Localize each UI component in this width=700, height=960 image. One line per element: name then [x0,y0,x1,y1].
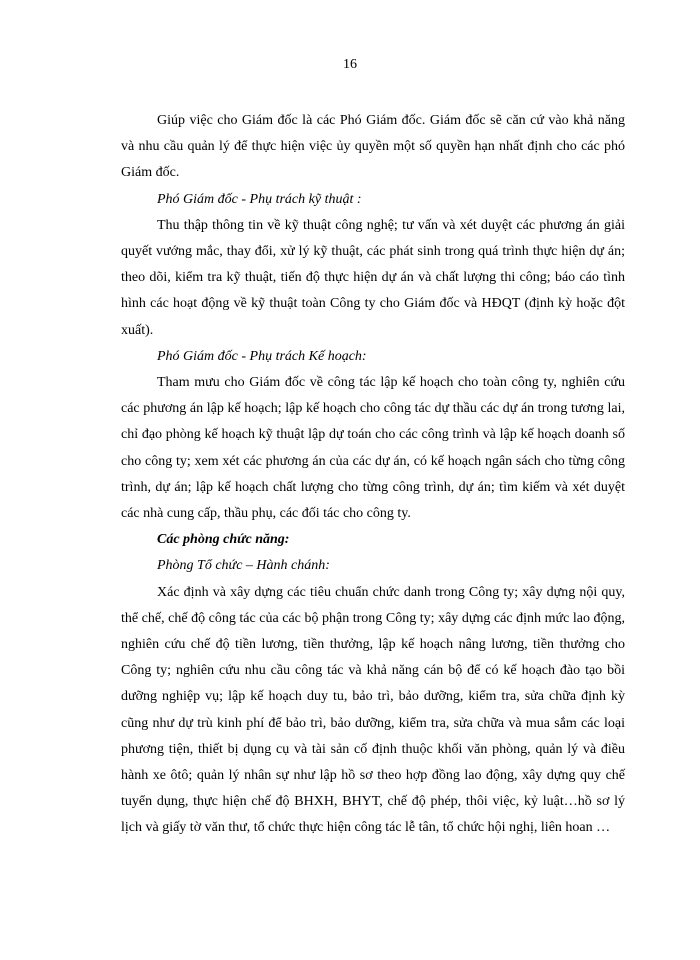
paragraph-vice-director-technical: Thu thập thông tin về kỹ thuật công nghệ; tư vấn và xét duyệt các phương án giải quyết vướng mắc, thay đổi, xử lý kỹ thuật, các phát sinh trong quá trình thực hiện dự án; theo dõi, kiểm tra kỹ thuật, tiến độ thực hiện dự án và chất lượng thi công; báo cáo tình hình các hoạt động về kỹ thuật toàn Công ty cho Giám đốc và HĐQT (định kỳ hoặc đột xuất). [121,217,625,338]
heading-functional-departments: Các phòng chức năng: [157,532,290,548]
page-number: 16 [343,57,357,72]
document-body [121,108,625,842]
heading-vice-director-planning: Phó Giám đốc - Phụ trách Kế hoạch: [157,348,367,364]
heading-vice-director-technical: Phó Giám đốc - Phụ trách kỹ thuật : [157,191,362,207]
paragraph-admin-department: Xác định và xây dựng các tiêu chuẩn chức danh trong Công ty; xây dựng nội quy, thể chế, chế độ công tác của các bộ phận trong Công ty; xây dựng các định mức lao động, nghiên cứu chế độ tiền lương, tiền thưởng, lập kế hoạch nâng lương, tiền thưởng cho Công ty; nghiên cứu nhu cầu công tác và khả năng cán bộ để có kế hoạch đào tạo bồi dưỡng nghiệp vụ; lập kế hoạch duy tu, bảo trì, bảo dưỡng, kiểm tra, sửa chữa định kỳ cũng như dự trù kinh phí để bảo trì, bảo dưỡng, kiểm tra, sửa chữa và mua sắm các loại phương tiện, thiết bị dụng cụ và tài sản cố định thuộc khối văn phòng, quản lý và điều hành xe ôtô; quản lý nhân sự như lập hồ sơ theo hợp đồng lao động, xây dựng quy chế tuyển dụng, thực hiện chế độ BHXH, BHYT, chế độ phép, thôi việc, kỷ luật…hồ sơ lý lịch và giấy tờ văn thư, tổ chức thực hiện công tác lễ tân, tổ chức hội nghị, liên hoan … [121,584,625,836]
heading-admin-department: Phòng Tổ chức – Hành chánh: [157,558,330,574]
paragraph-vice-directors-intro: Giúp việc cho Giám đốc là các Phó Giám đốc. Giám đốc sẽ căn cứ vào khả năng và nhu cầu quản lý để thực hiện việc ủy quyền một số quyền hạn nhất định cho các phó Giám đốc. [121,113,625,181]
paragraph-vice-director-planning: Tham mưu cho Giám đốc về công tác lập kế hoạch cho toàn công ty, nghiên cứu các phương án lập kế hoạch; lập kế hoạch cho công tác dự thầu các dự án trong tương lai, chỉ đạo phòng kế hoạch kỹ thuật lập dự toán cho các công trình và lập kế hoạch doanh số cho công ty; xem xét các phương án của các dự án, có kế hoạch ngân sách cho từng công trình, dự án; lập kế hoạch chất lượng cho từng công trình, dự án; tìm kiếm và xét duyệt các nhà cung cấp, thầu phụ, các đối tác cho công ty. [121,375,625,522]
